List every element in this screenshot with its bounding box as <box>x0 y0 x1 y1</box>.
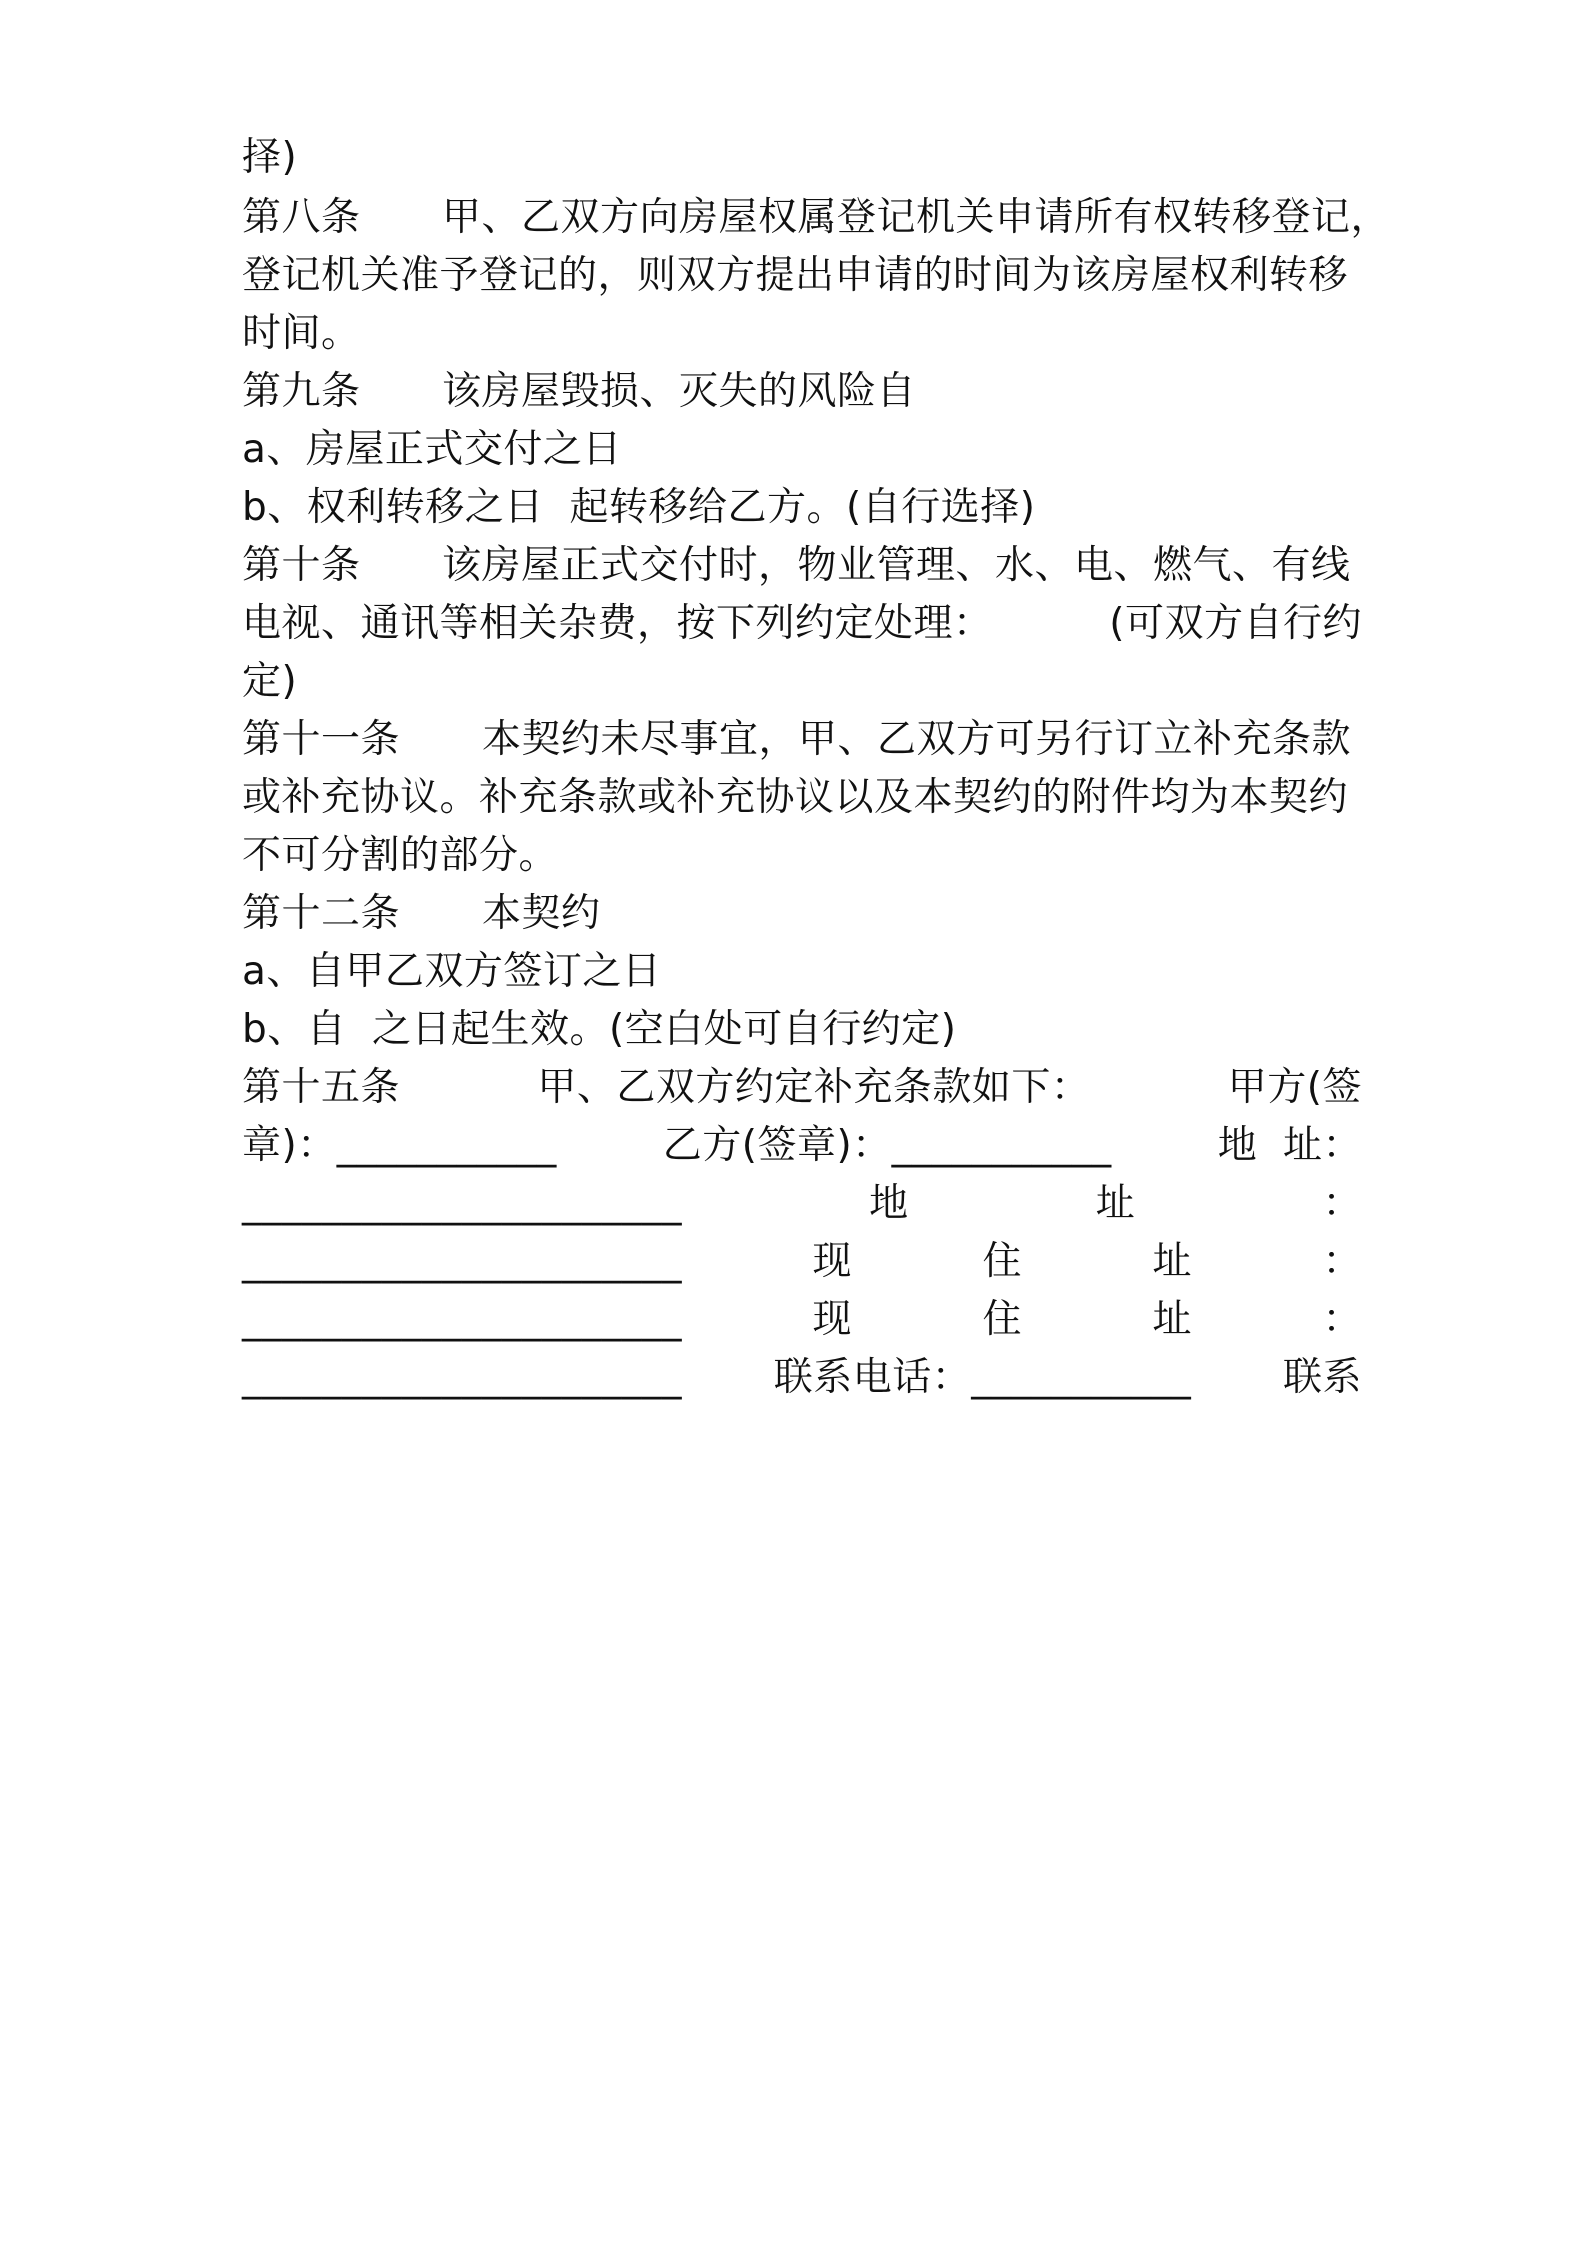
residence-blank: ______________________ <box>242 1297 682 1342</box>
article-label: 第十二条 <box>242 891 401 936</box>
text-line: 不可分割的部分。 <box>242 833 559 878</box>
party-a-sign-blank: 章)：___________ <box>242 1123 557 1168</box>
phone-blank: 联系电话：___________ <box>773 1355 1192 1400</box>
residence-char: 现 <box>812 1239 852 1284</box>
text-line: 定) <box>242 659 298 704</box>
article-text: 甲、乙双方向房屋权属登记机关申请所有权转移登记， <box>442 195 1391 240</box>
article-text: 本契约未尽事宜，甲、乙双方可另行订立补充条款 <box>482 717 1352 762</box>
contact-label: 联系 <box>1282 1355 1362 1400</box>
article-text: 该房屋正式交付时，物业管理、水、电、燃气、有线 <box>442 543 1351 588</box>
article-label: 第八条 <box>242 195 361 240</box>
residence-char: 现 <box>812 1297 852 1342</box>
address-label: 地 址： <box>1217 1123 1362 1168</box>
article-label: 第十一条 <box>242 717 401 762</box>
text-line: b、权利转移之日 起转移给乙方。(自行选择) <box>242 485 1036 530</box>
residence-row <box>242 1292 1362 1348</box>
address-blank: ______________________ <box>242 1181 682 1226</box>
text-segment: 电视、通讯等相关杂费，按下列约定处理： <box>242 601 993 646</box>
text-line: 登记机关准予登记的，则双方提出申请的时间为该房屋权利转移 <box>242 253 1349 298</box>
article-text: 甲、乙双方约定补充条款如下： <box>537 1065 1091 1110</box>
article-label: 第十五条 <box>242 1065 401 1110</box>
signature-row <box>242 1118 1362 1174</box>
address-blank: ______________________ <box>242 1239 682 1284</box>
residence-row <box>242 1234 1362 1290</box>
article-9 <box>242 364 1362 420</box>
residence-blank: ______________________ <box>242 1355 682 1400</box>
text-segment: (可双方自行约 <box>1109 601 1362 646</box>
address-row <box>242 1176 1362 1232</box>
article-text: 本契约 <box>482 891 601 936</box>
article-11 <box>242 712 1362 768</box>
address-colon: ： <box>1322 1181 1362 1226</box>
text-line: b、自 之日起生效。(空白处可自行约定) <box>242 1007 957 1052</box>
text-line: 时间。 <box>242 311 361 356</box>
party-b-sign-blank: 乙方(签章)：___________ <box>662 1123 1112 1168</box>
address-char: 地 <box>869 1181 909 1226</box>
text-line: 择) <box>242 135 298 180</box>
phone-row <box>242 1350 1362 1406</box>
article-text: 该房屋毁损、灭失的风险自 <box>442 369 917 414</box>
text-line: a、房屋正式交付之日 <box>242 427 622 472</box>
party-a-label: 甲方(签 <box>1227 1065 1362 1110</box>
text-line: 或补充协议。补充条款或补充协议以及本契约的附件均为本契约 <box>242 775 1349 820</box>
text-line: a、自甲乙双方签订之日 <box>242 949 662 994</box>
residence-char: 住 <box>982 1297 1022 1342</box>
article-12 <box>242 886 1362 942</box>
residence-char: 住 <box>982 1239 1022 1284</box>
residence-char: 址 <box>1152 1297 1192 1342</box>
text-line <box>242 596 1362 652</box>
article-10 <box>242 538 1362 594</box>
residence-colon: ： <box>1322 1297 1362 1342</box>
article-15 <box>242 1060 1362 1116</box>
article-label: 第九条 <box>242 369 361 414</box>
residence-char: 址 <box>1152 1239 1192 1284</box>
residence-colon: ： <box>1322 1239 1362 1284</box>
article-8 <box>242 190 1391 246</box>
article-label: 第十条 <box>242 543 361 588</box>
address-char: 址 <box>1095 1181 1136 1226</box>
